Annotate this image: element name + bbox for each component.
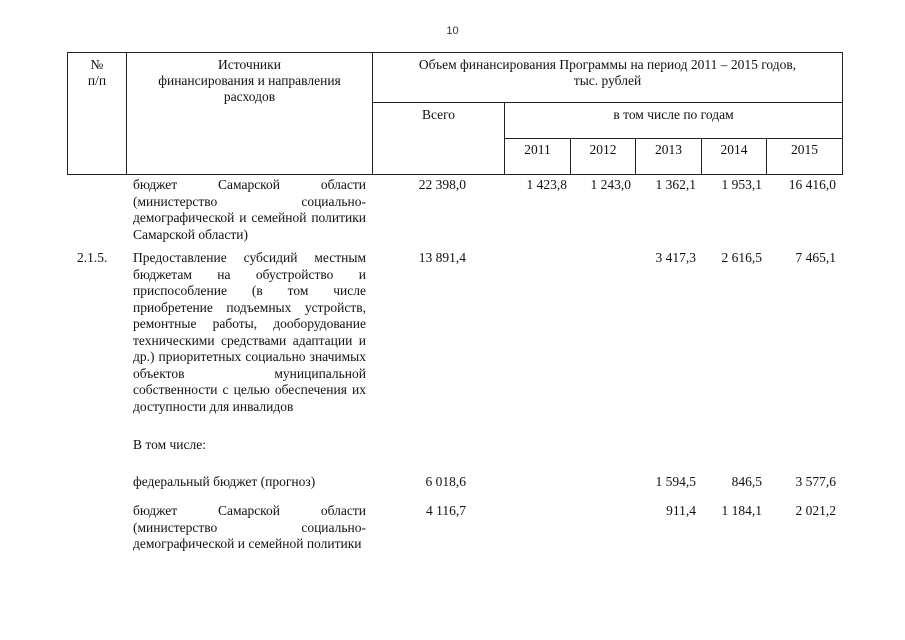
row-2013: 1 362,1 — [655, 177, 696, 192]
row-text: бюджет Самарской области (министерство социально-демографической и семейной политики Самарской области) — [133, 177, 366, 242]
page-number: 10 — [446, 25, 459, 37]
row-total: 6 018,6 — [425, 474, 466, 489]
row-2013: 1 594,5 — [655, 474, 696, 489]
row-2014: 1 184,1 — [721, 503, 762, 518]
row-2014: 846,5 — [731, 474, 762, 489]
row-2011: 1 423,8 — [526, 177, 567, 192]
header-year-2015: 2015 — [767, 139, 843, 175]
header-year-2012: 2012 — [571, 139, 636, 175]
row-text: В том числе: — [133, 437, 206, 452]
row-text: бюджет Самарской области (министерство социально-демографической и семейной политики — [133, 503, 366, 551]
header-col-sources: Источники финансирования и направления расходов — [127, 53, 373, 175]
header-col-total: Всего — [373, 103, 505, 175]
table-header — [67, 52, 843, 175]
header-year-2013: 2013 — [636, 139, 702, 175]
row-2014: 1 953,1 — [721, 177, 762, 192]
row-text: Предоставление субсидий местным бюджетам на обустройство и приспособление (в том числе приобретение подъемных устройств, ремонтные работы, дооборудование техническими средствами адаптации и др.) приоритетных социально значимых объектов муниципальной собственности с целью обеспечения их доступности для инвалидов — [133, 250, 366, 414]
row-total: 13 891,4 — [418, 250, 466, 265]
row-2012: 1 243,0 — [590, 177, 631, 192]
header-year-2011: 2011 — [505, 139, 571, 175]
header-col-volume: Объем финансирования Программы на период 2011 – 2015 годов, тыс. рублей — [373, 53, 843, 103]
row-2013: 3 417,3 — [655, 250, 696, 265]
row-text: федеральный бюджет (прогноз) — [133, 474, 316, 489]
row-code: 2.1.5. — [77, 250, 108, 265]
row-total: 22 398,0 — [418, 177, 466, 192]
row-2015: 3 577,6 — [795, 474, 836, 489]
row-total: 4 116,7 — [426, 503, 466, 518]
row-2014: 2 616,5 — [721, 250, 762, 265]
row-2015: 2 021,2 — [795, 503, 836, 518]
row-2015: 16 416,0 — [788, 177, 836, 192]
header-col-number: № п/п — [68, 53, 127, 175]
row-2015: 7 465,1 — [795, 250, 836, 265]
header-year-2014: 2014 — [702, 139, 767, 175]
row-2013: 911,4 — [666, 503, 696, 518]
header-col-by-years: в том числе по годам — [505, 103, 843, 139]
